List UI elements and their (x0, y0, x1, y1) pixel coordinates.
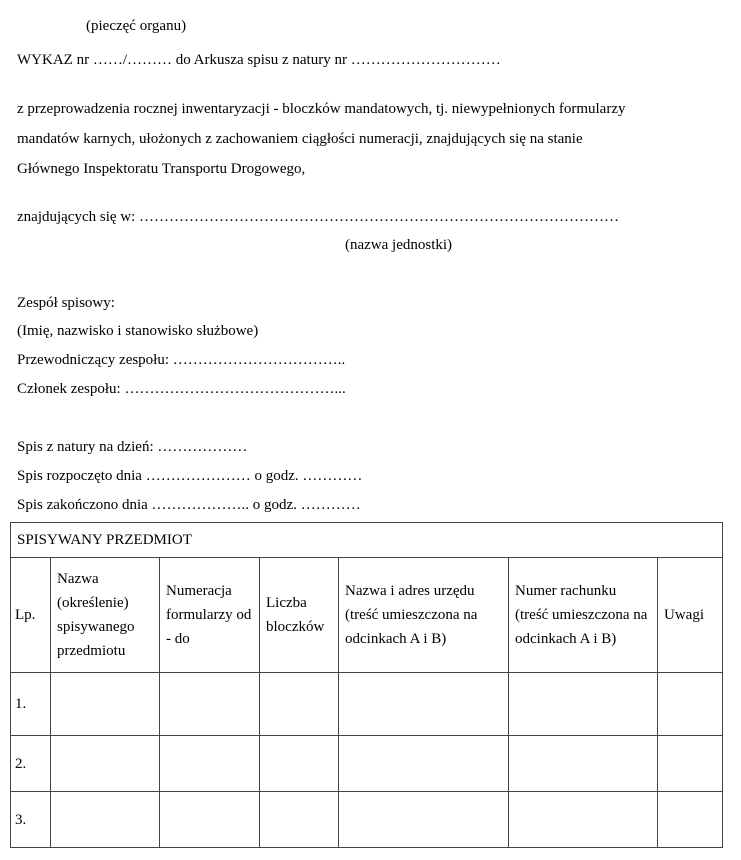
column-header-name: Nazwa (określenie) spisywanego przedmiotu (51, 558, 160, 673)
table-row (11, 736, 723, 792)
row-number: 2. (11, 736, 51, 792)
intro-line-2: mandatów karnych, ułożonych z zachowaniem ciągłości numeracji, znajdujących się na stanie (17, 131, 583, 147)
end-date-field: Spis zakończono dnia ……………….. o godz. ………… (17, 497, 361, 513)
cell-count[interactable] (260, 673, 339, 736)
cell-numbering[interactable] (160, 673, 260, 736)
team-chair-field: Przewodniczący zespołu: …………………………….. (17, 352, 346, 368)
cell-name[interactable] (51, 792, 160, 848)
table-title: SPISYWANY PRZEDMIOT (11, 523, 723, 558)
cell-name[interactable] (51, 673, 160, 736)
row-number: 1. (11, 673, 51, 736)
column-header-account: Numer rachunku (treść umieszczona na odcinkach A i B) (509, 558, 658, 673)
cell-numbering[interactable] (160, 792, 260, 848)
cell-office[interactable] (339, 736, 509, 792)
row-number: 3. (11, 792, 51, 848)
start-date-field: Spis rozpoczęto dnia ………………… o godz. ………… (17, 468, 363, 484)
table-row (11, 673, 723, 736)
cell-count[interactable] (260, 736, 339, 792)
intro-line-3: Głównego Inspektoratu Transportu Drogowego, (17, 161, 306, 177)
inventory-table (10, 522, 723, 848)
stamp-label: (pieczęć organu) (86, 18, 187, 34)
cell-account[interactable] (509, 673, 658, 736)
location-caption: (nazwa jednostki) (345, 237, 453, 253)
column-header-numbering: Numeracja formularzy od - do (160, 558, 260, 673)
column-header-remarks: Uwagi (658, 558, 723, 673)
cell-remarks[interactable] (658, 673, 723, 736)
table-row (11, 792, 723, 848)
column-header-count: Liczba bloczków (260, 558, 339, 673)
cell-office[interactable] (339, 792, 509, 848)
team-member-field: Członek zespołu: ……………………………………... (17, 381, 346, 397)
column-header-office: Nazwa i adres urzędu (treść umieszczona na odcinkach A i B) (339, 558, 509, 673)
cell-remarks[interactable] (658, 736, 723, 792)
document-title: WYKAZ nr ……/……… do Arkusza spisu z natury nr ………………………… (17, 52, 501, 68)
cell-account[interactable] (509, 792, 658, 848)
team-subheading: (Imię, nazwisko i stanowisko służbowe) (17, 323, 259, 339)
cell-remarks[interactable] (658, 792, 723, 848)
cell-numbering[interactable] (160, 736, 260, 792)
cell-office[interactable] (339, 673, 509, 736)
location-line: znajdujących się w: …………………………………………………………………………………… (17, 209, 620, 225)
cell-name[interactable] (51, 736, 160, 792)
intro-line-1: z przeprowadzenia rocznej inwentaryzacji - bloczków mandatowych, tj. niewypełnionych formularzy (17, 101, 626, 117)
column-header-lp: Lp. (11, 558, 51, 673)
team-heading: Zespół spisowy: (17, 295, 115, 311)
cell-account[interactable] (509, 736, 658, 792)
table-header-row (11, 558, 723, 673)
cell-count[interactable] (260, 792, 339, 848)
inventory-date-field: Spis z natury na dzień: ……………… (17, 439, 248, 455)
